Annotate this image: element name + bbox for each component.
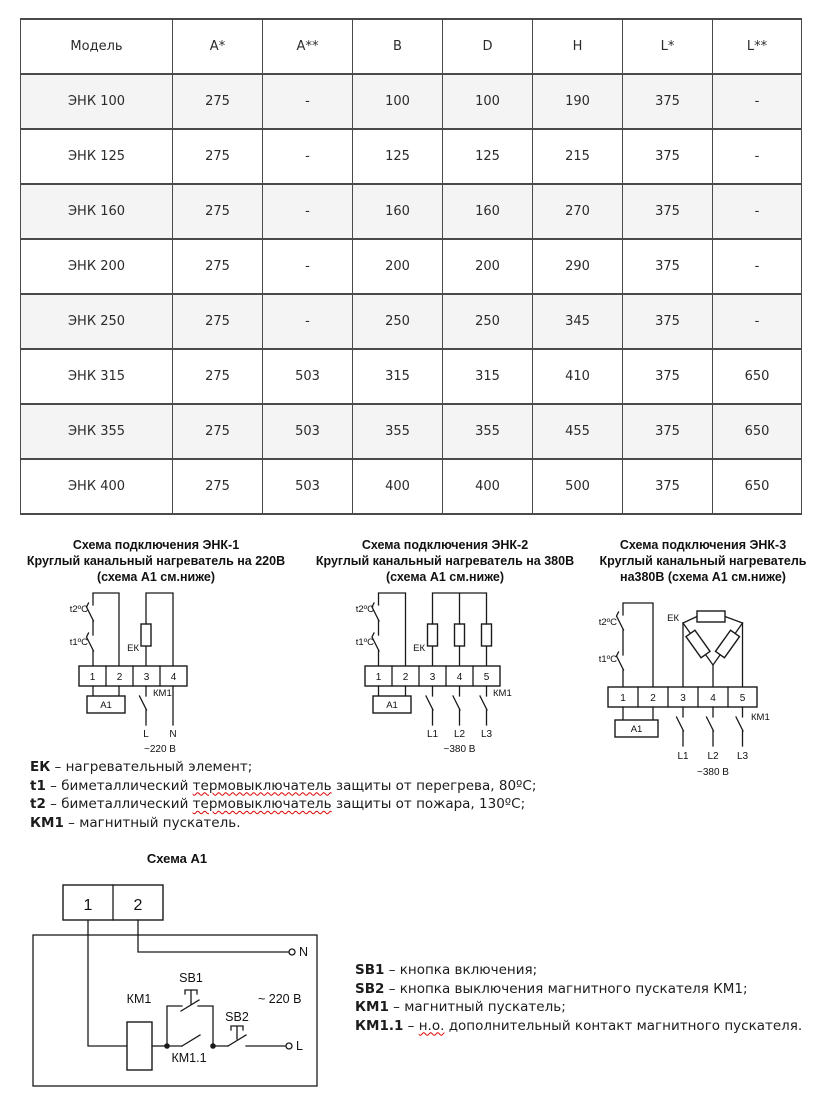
diagram1-title-line3: (схема А1 см.ниже)	[96, 570, 216, 584]
voltage-label: ~380 В	[443, 744, 476, 755]
value-cell: 375	[623, 74, 713, 129]
scheme-a1-title: Схема А1	[146, 851, 208, 866]
line-l1-label: L1	[677, 751, 689, 762]
model-cell: ЭНК 400	[21, 459, 173, 514]
l-terminal-node	[286, 1043, 292, 1049]
diagram2-title-line2: Круглый канальный нагреватель на 380В	[315, 554, 575, 568]
value-cell: 355	[443, 404, 533, 459]
components-legend	[30, 758, 590, 832]
value-cell: 375	[623, 129, 713, 184]
resistor-ek-right	[715, 630, 739, 658]
terminal-2: 2	[650, 693, 656, 704]
diagram1-title-line2: Круглый канальный нагреватель на 220В	[26, 554, 286, 568]
legend-item: SB2 – кнопка выключения магнитного пускателя КМ1;	[355, 980, 748, 997]
table-head-row	[21, 19, 802, 74]
column-header: Модель	[21, 19, 173, 74]
diagram1-title	[22, 537, 290, 585]
resistor-ek	[141, 624, 151, 646]
value-cell: 160	[353, 184, 443, 239]
value-cell: 270	[533, 184, 623, 239]
terminal-strip	[608, 687, 757, 707]
sb2-label: SB2	[225, 1010, 249, 1024]
line-l2-label: L2	[453, 729, 466, 740]
value-cell: 290	[533, 239, 623, 294]
diagram1-title-line1: Схема подключения ЭНК-1	[72, 538, 240, 552]
resistor-ek-left	[686, 630, 710, 658]
table-row	[21, 294, 802, 349]
scheme-a1-diagram	[15, 872, 365, 1102]
value-cell: -	[263, 129, 353, 184]
column-header: A*	[173, 19, 263, 74]
terminal-strip	[79, 666, 187, 686]
heater-element	[127, 593, 173, 666]
value-cell: 650	[713, 404, 802, 459]
a1-label: А1	[630, 724, 643, 735]
resistor-ek-top	[697, 611, 725, 622]
value-cell: 100	[353, 74, 443, 129]
terminal-5: 5	[739, 693, 746, 704]
legend-item: t2 – биметаллический термовыключатель защиты от пожара, 130ºС;	[30, 796, 526, 812]
value-cell: -	[713, 239, 802, 294]
value-cell: 410	[533, 349, 623, 404]
resistor-ek-3	[482, 624, 492, 646]
a1-label: А1	[100, 700, 112, 711]
resistor-ek-1	[428, 624, 438, 646]
line-l1-label: L1	[426, 729, 439, 740]
km1-contact	[140, 686, 174, 725]
value-cell: 650	[713, 459, 802, 514]
value-cell: -	[263, 294, 353, 349]
table-row	[21, 459, 802, 514]
value-cell: 275	[173, 184, 263, 239]
value-cell: 503	[263, 404, 353, 459]
wiring-diagram-enk1	[30, 584, 260, 762]
km11-contact	[164, 1035, 216, 1065]
t1-label: t1ºC	[69, 637, 88, 648]
diagram3-title-line3: на380В (схема А1 см.ниже)	[620, 570, 786, 584]
legend-item: КМ1 – магнитный пускатель;	[355, 999, 566, 1015]
thermal-switch-chain	[599, 603, 653, 687]
delta-heater	[667, 611, 742, 687]
t2-label: t2ºC	[355, 604, 374, 615]
value-cell: 275	[173, 74, 263, 129]
voltage-label: ~220 В	[144, 744, 176, 755]
legend-item: ЕК – нагревательный элемент;	[30, 759, 253, 775]
km1-label: КМ1	[751, 712, 770, 723]
value-cell: 315	[443, 349, 533, 404]
ek-label: ЕК	[667, 613, 679, 624]
value-cell: 250	[353, 294, 443, 349]
supply-labels	[677, 751, 748, 778]
value-cell: -	[713, 74, 802, 129]
table-row	[21, 74, 802, 129]
terminal-4: 4	[170, 672, 177, 683]
km1-coil	[88, 920, 166, 1070]
supply-labels	[427, 729, 493, 755]
diagram2-title-line3: (схема А1 см.ниже)	[385, 570, 505, 584]
model-cell: ЭНК 315	[21, 349, 173, 404]
line-l3-label: L3	[480, 729, 493, 740]
value-cell: 160	[443, 184, 533, 239]
l-label: L	[296, 1039, 303, 1053]
line-l-label: L	[143, 729, 149, 740]
km11-label: КМ1.1	[171, 1051, 207, 1065]
column-header: L*	[623, 19, 713, 74]
model-cell: ЭНК 250	[21, 294, 173, 349]
heater-elements	[413, 593, 491, 666]
neutral-line	[138, 920, 308, 959]
terminal-3: 3	[680, 693, 686, 704]
wiring-diagram-enk2	[350, 584, 590, 762]
ek-label: ЕК	[413, 643, 425, 654]
value-cell: 275	[173, 294, 263, 349]
value-cell: 275	[173, 349, 263, 404]
diagram2-title-line1: Схема подключения ЭНК-2	[361, 538, 529, 552]
spec-table	[20, 18, 802, 515]
value-cell: 503	[263, 349, 353, 404]
value-cell: 200	[353, 239, 443, 294]
model-cell: ЭНК 355	[21, 404, 173, 459]
value-cell: 375	[623, 239, 713, 294]
km1-contacts	[677, 707, 770, 746]
value-cell: 125	[443, 129, 533, 184]
line-l2-label: L2	[707, 751, 719, 762]
resistor-ek-2	[455, 624, 465, 646]
sb2-button	[213, 1010, 303, 1053]
value-cell: 200	[443, 239, 533, 294]
model-cell: ЭНК 160	[21, 184, 173, 239]
thermal-switch-chain	[356, 593, 406, 666]
value-cell: 275	[173, 459, 263, 514]
legend-item: t1 – биметаллический термовыключатель защиты от перегрева, 80ºС;	[30, 777, 537, 794]
terminal-strip	[365, 666, 500, 686]
value-cell: 275	[173, 129, 263, 184]
voltage-label: ~ 220 В	[258, 992, 302, 1006]
value-cell: 100	[443, 74, 533, 129]
value-cell: 400	[443, 459, 533, 514]
column-header: B	[353, 19, 443, 74]
thermal-switch-chain	[70, 593, 119, 666]
value-cell: 455	[533, 404, 623, 459]
table-row	[21, 239, 802, 294]
terminal-4: 4	[456, 672, 463, 683]
wiring-diagram-enk3	[583, 584, 820, 796]
value-cell: 250	[443, 294, 533, 349]
terminal-2: 2	[402, 672, 409, 683]
table-body	[21, 74, 802, 514]
value-cell: -	[263, 239, 353, 294]
terminal-3: 3	[429, 672, 436, 683]
km1-label: КМ1	[153, 688, 172, 699]
ek-label: ЕК	[127, 643, 139, 654]
terminal-2: 2	[133, 897, 143, 914]
diagram3-title	[590, 537, 816, 585]
terminal-1: 1	[620, 693, 626, 704]
table-row	[21, 184, 802, 239]
value-cell: 275	[173, 404, 263, 459]
km1-contacts	[426, 686, 512, 725]
value-cell: -	[713, 184, 802, 239]
value-cell: -	[713, 294, 802, 349]
terminal-1: 1	[89, 672, 96, 683]
value-cell: 375	[623, 459, 713, 514]
line-n-label: N	[169, 729, 177, 740]
km1-label: КМ1	[126, 992, 152, 1006]
sb1-label: SB1	[179, 971, 203, 985]
diagram3-title-line1: Схема подключения ЭНК-3	[619, 538, 787, 552]
terminal-strip	[63, 885, 163, 920]
column-header: D	[443, 19, 533, 74]
supply-labels	[143, 729, 176, 755]
value-cell: 375	[623, 404, 713, 459]
km1-label: КМ1	[493, 688, 512, 699]
value-cell: 375	[623, 184, 713, 239]
terminal-4: 4	[710, 693, 716, 704]
scheme-a1-legend	[355, 961, 815, 1035]
table-row	[21, 129, 802, 184]
table-row	[21, 349, 802, 404]
n-terminal-node	[289, 949, 295, 955]
a1-module	[87, 686, 125, 713]
t1-label: t1ºC	[355, 637, 374, 648]
t1-label: t1ºC	[598, 654, 617, 665]
value-cell: 315	[353, 349, 443, 404]
column-header: A**	[263, 19, 353, 74]
table-row	[21, 404, 802, 459]
legend-item: КМ1 – магнитный пускатель.	[30, 814, 241, 831]
voltage-label: ~380 В	[697, 767, 729, 778]
a1-module	[615, 707, 658, 737]
terminal-1: 1	[375, 672, 382, 683]
t2-label: t2ºC	[69, 604, 88, 615]
value-cell: -	[263, 74, 353, 129]
value-cell: 190	[533, 74, 623, 129]
terminal-2: 2	[116, 672, 123, 683]
value-cell: -	[713, 129, 802, 184]
sb1-button	[167, 971, 213, 1046]
diagram3-title-line2: Круглый канальный нагреватель	[599, 554, 807, 568]
n-label: N	[299, 945, 309, 959]
value-cell: 375	[623, 349, 713, 404]
value-cell: -	[263, 184, 353, 239]
model-cell: ЭНК 200	[21, 239, 173, 294]
terminal-5: 5	[483, 672, 490, 683]
model-cell: ЭНК 100	[21, 74, 173, 129]
value-cell: 500	[533, 459, 623, 514]
value-cell: 355	[353, 404, 443, 459]
legend-item: КМ1.1 – н.о. дополнительный контакт магнитного пускателя.	[355, 1017, 803, 1034]
diagram2-title	[305, 537, 585, 585]
a1-label: А1	[386, 700, 398, 711]
line-l3-label: L3	[736, 751, 749, 762]
value-cell: 275	[173, 239, 263, 294]
value-cell: 125	[353, 129, 443, 184]
value-cell: 375	[623, 294, 713, 349]
value-cell: 503	[263, 459, 353, 514]
terminal-3: 3	[143, 672, 150, 683]
a1-module	[373, 686, 411, 713]
model-cell: ЭНК 125	[21, 129, 173, 184]
column-header: H	[533, 19, 623, 74]
t2-label: t2ºC	[598, 617, 617, 628]
value-cell: 400	[353, 459, 443, 514]
column-header: L**	[713, 19, 802, 74]
value-cell: 650	[713, 349, 802, 404]
value-cell: 345	[533, 294, 623, 349]
legend-item: SB1 – кнопка включения;	[355, 962, 538, 978]
terminal-1: 1	[83, 897, 93, 914]
value-cell: 215	[533, 129, 623, 184]
